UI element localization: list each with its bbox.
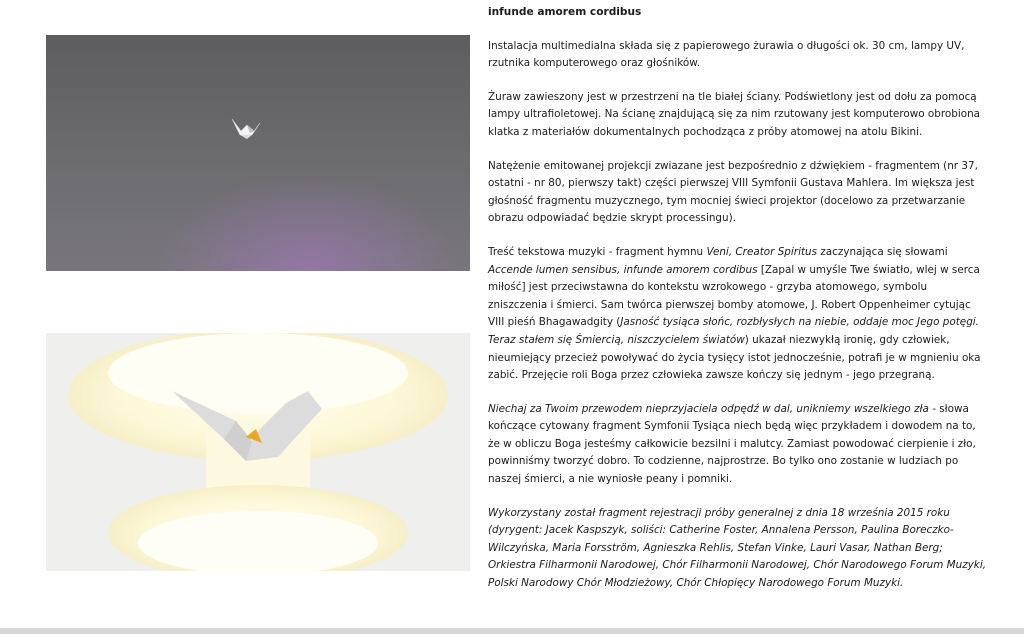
- paragraph-6-credits: [488, 505, 988, 593]
- paragraph-3: Natężenie emitowanej projekcji zwiazane jest bezpośrednio z dźwiękiem - fragmentem (nr 37, ostatni - nr 80, pierwszy takt) części pierwszej VIII Symfonii Gustava Mahlera. Im większa jest głośność fragmentu muzycznego, tym mocniej świeci projektor (docelowo za przetwarzanie obrazu odpowiadać będzie skrypt processingu).: [488, 159, 978, 225]
- paper-crane-icon: [46, 35, 470, 271]
- bottom-bar: [0, 628, 1024, 634]
- paragraph-1: Instalacja multimedialna składa się z papierowego żurawia o długości ok. 30 cm, lampy UV, rzutnika komputerowego oraz głośników.: [488, 39, 965, 70]
- crane-installation-photo: [46, 35, 470, 271]
- p4-bhagavad-quote: Jasność tysiąca słońc, rozbłysłych na niebie, oddaje moc Jego potęgi. Teraz stałem się Śmiercią, niszczycielem światów: [488, 316, 979, 346]
- p5-text: - słowa kończące cytowany fragment Symfonii Tysiąca niech będą więc przykładem i dowodem na to, że w obliczu Boga jesteśmy całkowicie bezsilni i malutcy. Zamiast powodować cierpienie i zło, powinniśmy tworzyć dobro. To codzienne, najprostrze. Bo tylko ono zostanie w ludziach po naszej śmierci, a nie wyniosłe peany i pomniki.: [488, 402, 976, 486]
- credits-text: Wykorzystany został fragment rejestracji próby generalnej z dnia 18 września 2015 roku (dyrygent: Jacek Kaspszyk, soliści: Catherine Foster, Annalena Persson, Paulina Boreczko-Wilczyńska, Maria Forsström, Agnieszka Rehlis, Stefan Vinke, Lauri Vasar, Nathan Berg; Orkiestra Filharmonii Narodowej, Chór Filharmonii Narodowej, Chór Narodowego Forum Muzyki, Polski Narodowy Chór Młodzieżowy, Chór Chłopięcy Narodowego Forum Muzyki.: [488, 506, 987, 590]
- article-text: [488, 4, 988, 609]
- paragraph-2: Żuraw zawieszony jest w przestrzeni na tle białej ściany. Podświetlony jest od dołu za pomocą lampy ultrafioletowej. Na ścianę znajdującą się za nim rzutowany jest komputerowo obrobiona klatka z materiałów dokumentalnych pochodząca z próby atomowej na atolu Bikini.: [488, 90, 981, 138]
- p5-quote: Niechaj za Twoim przewodem nieprzyjaciela odpędź w dal, unikniemy wszelkiego zła: [488, 402, 929, 415]
- p4-text-c: zaczynająca się słowami: [817, 245, 948, 258]
- paragraph-5: [488, 401, 988, 489]
- paragraph-4: [488, 244, 988, 385]
- p4-latin-quote: Accende lumen sensibus, infunde amorem cordibus: [488, 263, 758, 276]
- atomic-explosion-crane-projection: [46, 333, 470, 571]
- page-title: infunde amorem cordibus: [488, 6, 642, 18]
- p4-text-a: Treść tekstowa muzyki - fragment hymnu: [488, 245, 707, 258]
- mushroom-cloud-icon: [46, 333, 470, 571]
- p4-text-g: ) ukazał niezwykłą ironię, gdy człowiek, nieumiejący przecież powoływać do życia tysięcy istot jednocześnie, potrafi je w mgnieniu oka zabić. Przejęcie roli Boga przez człowieka zawsze kończy się jednym - jego przegraną.: [488, 333, 981, 382]
- p4-text-e: [Zapal w umyśle Twe światło, wlej w serca miłość] jest przeciwstawna do kontekstu wzrokowego - grzyba atomowego, symbolu zniszczenia i śmierci. Sam twórca pierwszej bomby atomowe, J. Robert Oppenheimer cytując VIII pieśń Bhagawadgity (: [488, 263, 980, 329]
- p4-hymn-title: Veni, Creator Spiritus: [706, 245, 818, 258]
